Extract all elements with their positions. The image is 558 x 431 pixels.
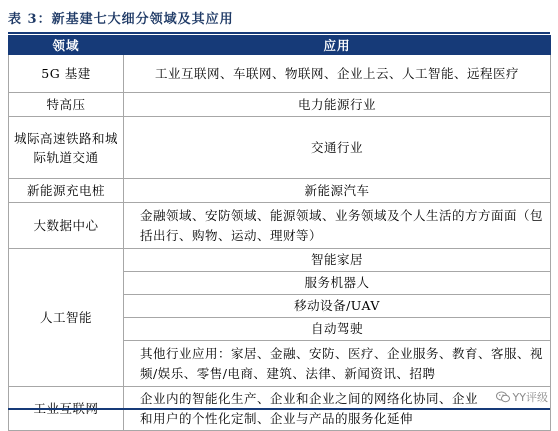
field-cell: 特高压 xyxy=(9,93,124,117)
field-cell: 大数据中心 xyxy=(9,203,124,249)
application-cell: 自动驾驶 xyxy=(124,318,551,341)
application-cell: 金融领域、安防领域、能源领域、业务领域及个人生活的方方面面（包括出行、购物、运动、理财等） xyxy=(124,203,551,249)
table-row xyxy=(9,55,551,93)
watermark xyxy=(496,389,548,405)
bottom-rule xyxy=(8,408,550,410)
field-cell: 城际高速铁路和城际轨道交通 xyxy=(9,117,124,179)
application-cell: 其他行业应用：家居、金融、安防、医疗、企业服务、教育、客服、视频/娱乐、零售/电商、建筑、法律、新闻资讯、招聘 xyxy=(124,341,551,387)
application-cell: 服务机器人 xyxy=(124,272,551,295)
field-cell: 新能源充电桩 xyxy=(9,179,124,203)
application-cell: 新能源汽车 xyxy=(124,179,551,203)
application-cell: 工业互联网、车联网、物联网、企业上云、人工智能、远程医疗 xyxy=(124,55,551,93)
table-row xyxy=(9,249,551,272)
wechat-icon xyxy=(496,391,510,403)
watermark-text: YY评级 xyxy=(512,391,548,404)
application-cell: 电力能源行业 xyxy=(124,93,551,117)
table-caption: 表 3：新基建七大细分领域及其应用 xyxy=(8,12,234,27)
new-infrastructure-table xyxy=(8,35,551,431)
top-rule xyxy=(8,32,550,34)
header-field: 领域 xyxy=(9,36,124,55)
table-row xyxy=(9,93,551,117)
application-cell: 企业内的智能化生产、企业和企业之间的网络化协同、企业和用户的个性化定制、企业与产品的服务化延伸 xyxy=(124,387,551,431)
application-cell: 交通行业 xyxy=(124,117,551,179)
field-cell: 人工智能 xyxy=(9,249,124,387)
application-cell: 智能家居 xyxy=(124,249,551,272)
header-row xyxy=(9,36,551,55)
table-row xyxy=(9,117,551,179)
application-cell: 移动设备/UAV xyxy=(124,295,551,318)
field-cell: 5G 基建 xyxy=(9,55,124,93)
table-row xyxy=(9,203,551,249)
header-application: 应用 xyxy=(124,36,551,55)
table-row xyxy=(9,179,551,203)
